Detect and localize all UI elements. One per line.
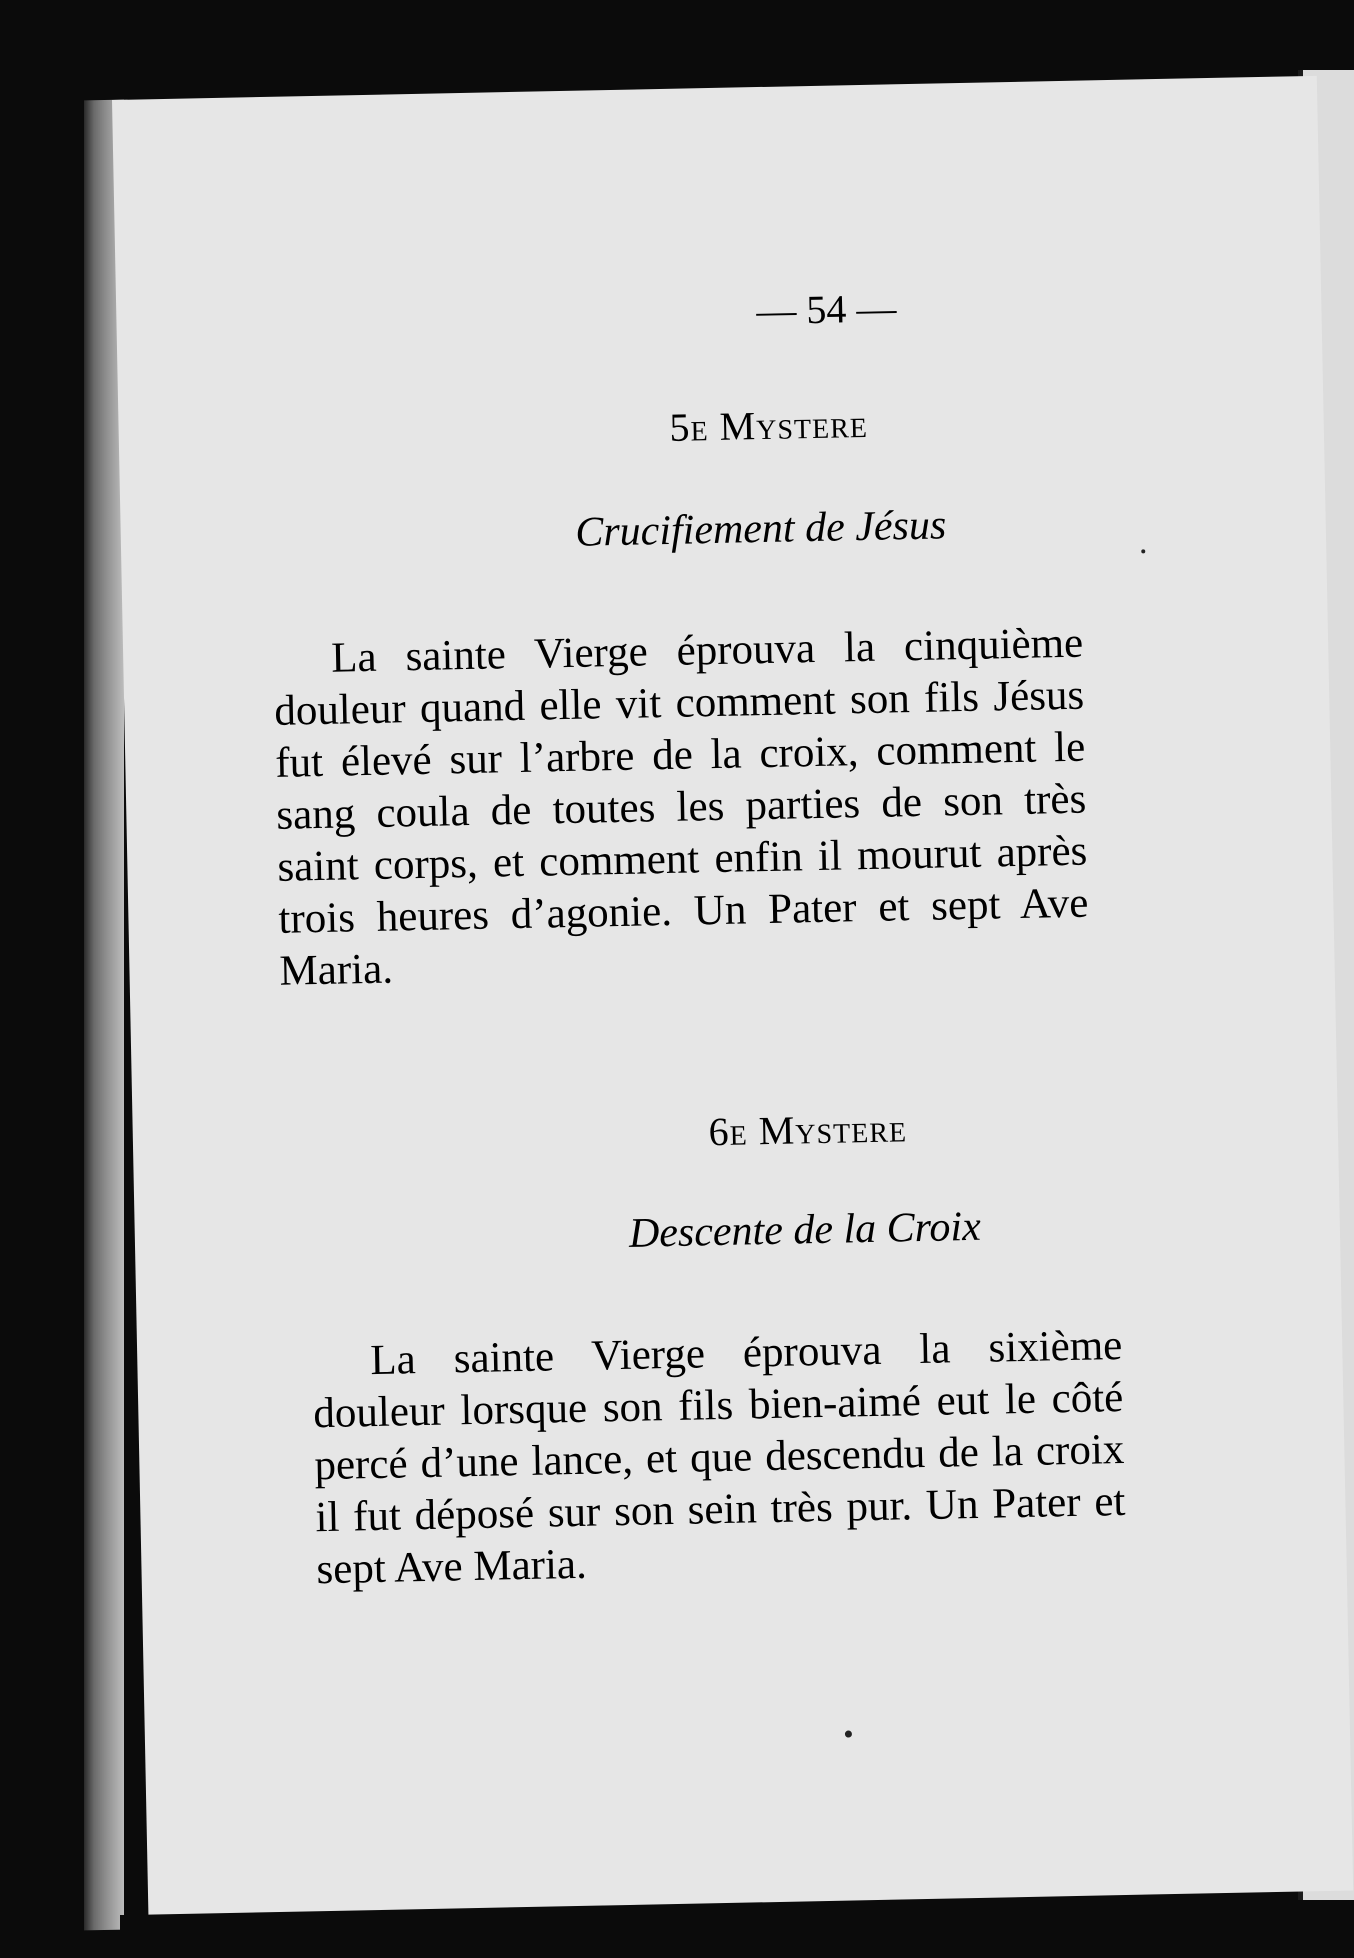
- ink-speck: [1141, 549, 1145, 553]
- section-title: 5e Mystere: [668, 400, 869, 450]
- section-subtitle: Crucifiement de Jésus: [574, 502, 947, 556]
- page-number: — 54 —: [755, 285, 897, 334]
- ink-speck: [845, 1730, 852, 1737]
- section-paragraph: [273, 618, 1090, 998]
- paragraph-text: La sainte Vierge éprouva la sixième douleur lorsque son fils bien-aimé eut le côté percé d’une lance, et que descendu de la croix il fut déposé sur son sein très pur. Un Pater et sept Ave Maria.: [312, 1321, 1126, 1594]
- paragraph-indent: [274, 672, 332, 673]
- book-page: [112, 76, 1353, 1915]
- section-paragraph: [312, 1320, 1127, 1596]
- paragraph-text: La sainte Vierge éprouva la cinquième douleur quand elle vit comment son fils Jésus fut élevé sur l’arbre de la croix, comment le sang coula de toutes les parties de son très saint corps, et comment enfin il mourut après trois heures d’agonie. Un Pater et sept Ave Maria.: [273, 619, 1089, 995]
- scan-background: [120, 1915, 1354, 1958]
- section-title: 6e Mystere: [708, 1105, 908, 1155]
- paragraph-indent: [313, 1374, 371, 1375]
- section-subtitle: Descente de la Croix: [628, 1203, 982, 1257]
